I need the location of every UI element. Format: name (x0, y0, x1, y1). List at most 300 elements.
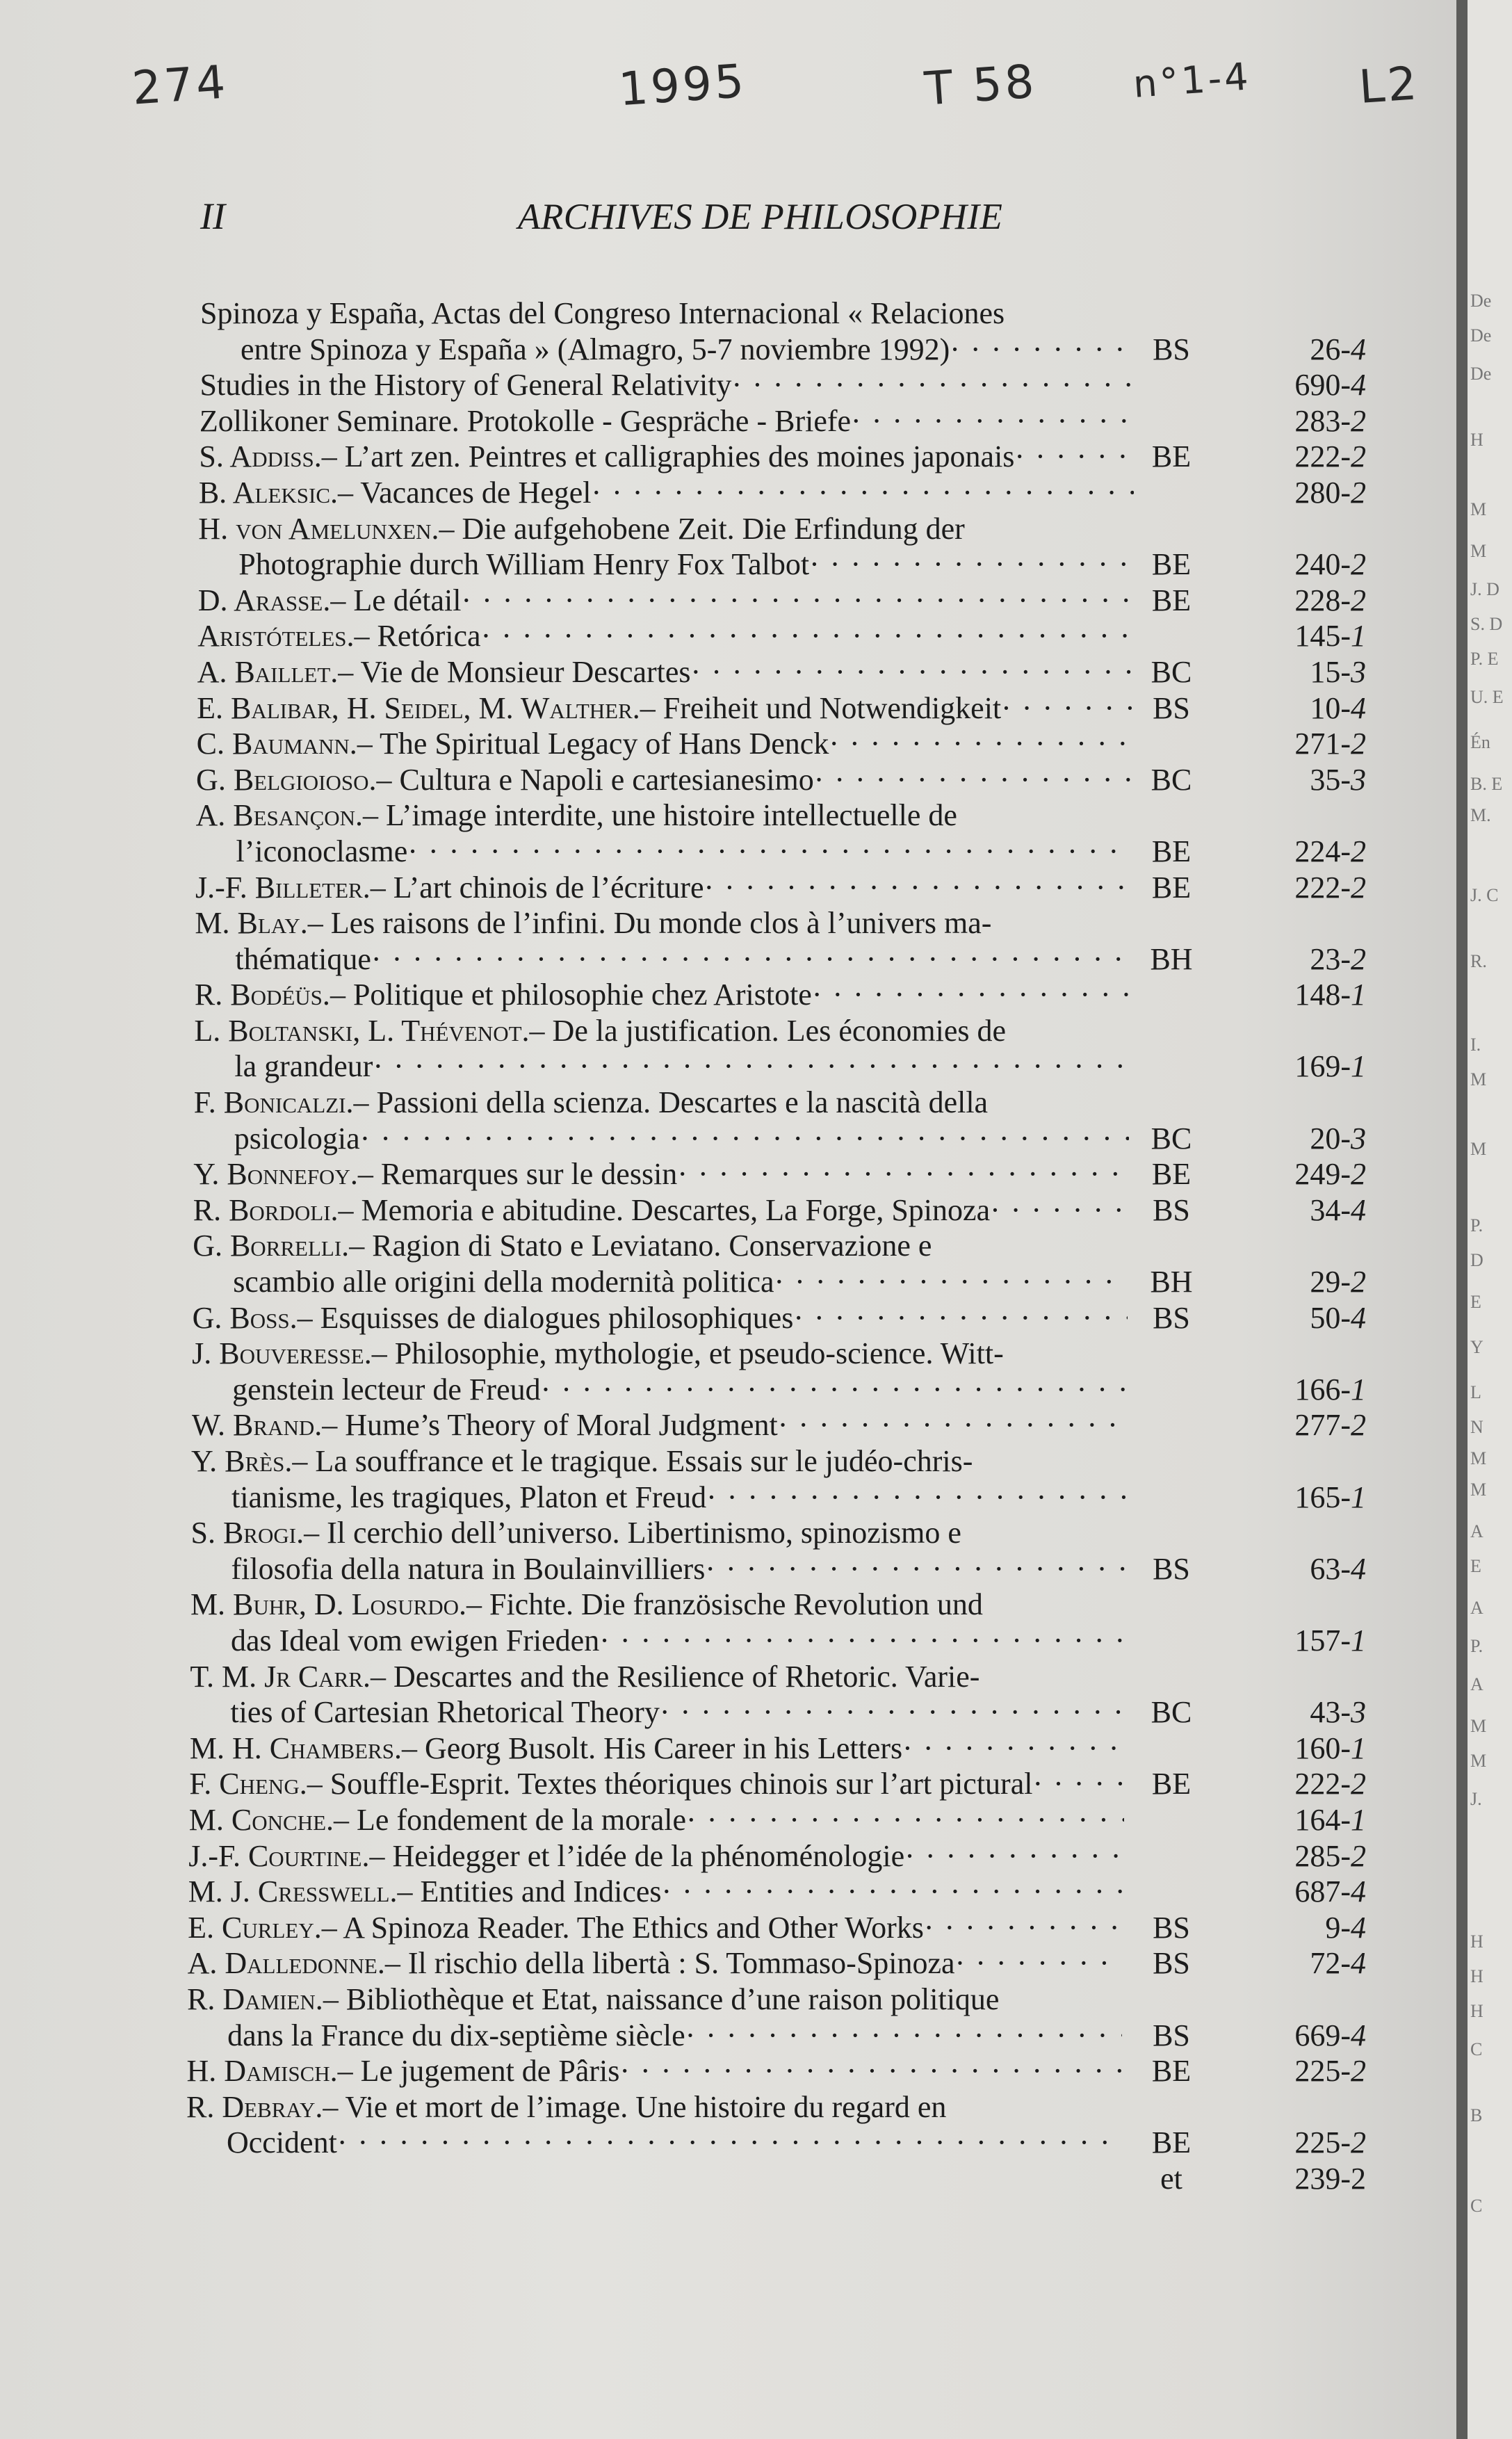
entry-author: Aristóteles. (197, 619, 355, 654)
index-entry (0, 1587, 1456, 1658)
issue-number: 2 (1351, 1767, 1366, 1801)
facing-page-fragment: I. (1470, 1035, 1481, 1055)
entry-author: G. Belgioioso. (196, 762, 377, 797)
issue-number: 4 (1351, 1910, 1366, 1945)
issue-number: 4 (1351, 1551, 1366, 1586)
facing-page-fragment: H (1470, 1931, 1483, 1952)
page-reference: 63-4 (1310, 1551, 1366, 1586)
leader-dots (1032, 1766, 1124, 1802)
entry-author: S. Brogi. (190, 1516, 304, 1550)
entry-line (0, 1659, 1456, 1695)
issue-number: 2 (1351, 1157, 1366, 1192)
entry-title-text: – Souffle-Esprit. Textes théoriques chinois sur l’art pictural (307, 1767, 1033, 1801)
bulletin-code: BE (1151, 834, 1192, 868)
entry-line (0, 726, 1456, 762)
page-number: 160 (1294, 1731, 1341, 1765)
page-number: 15 (1310, 654, 1341, 689)
entry-author: M. Blay. (195, 906, 308, 941)
issue-number: 4 (1351, 1946, 1366, 1981)
facing-page-fragment: E (1470, 1556, 1481, 1576)
handwritten-shelf-mark: T 58 (922, 54, 1039, 116)
entry-author: J. Bouveresse. (192, 1336, 372, 1371)
leader-dots (337, 2125, 1121, 2161)
entry-title-text: – Vacances de Hegel (338, 475, 592, 510)
entry-line (0, 1982, 1456, 2018)
page-number: 224 (1294, 834, 1341, 868)
page-reference: 690-4 (1294, 368, 1366, 403)
issue-number: 1 (1351, 1049, 1366, 1084)
entry-title-text: filosofia della natura in Boulainvilliers (231, 1551, 706, 1586)
page-number: 228 (1294, 583, 1341, 617)
entry-line (0, 1766, 1456, 1802)
entry-title-text: – The Spiritual Legacy of Hans Denck (357, 727, 829, 761)
page-reference: 43-3 (1310, 1695, 1366, 1730)
page-reference: 249-2 (1294, 1157, 1366, 1192)
issue-number: 1 (1351, 619, 1366, 654)
page-number: 43 (1310, 1695, 1341, 1730)
entry-title-text: – L’image interdite, une histoire intellectuelle de (363, 798, 957, 833)
leader-dots (407, 834, 1130, 870)
page-reference: 20-3 (1310, 1121, 1366, 1156)
page-number: 225 (1294, 2054, 1341, 2089)
issue-number: 2 (1351, 403, 1366, 438)
entry-line (0, 1121, 1456, 1157)
entry-title-text: – L’art zen. Peintres et calligraphies des moines japonais (321, 439, 1015, 474)
entry-author: M. J. Cresswell. (188, 1874, 398, 1909)
entry-line (0, 654, 1456, 690)
entry-title-text: – L’art chinois de l’écriture (370, 870, 704, 905)
page-reference: 228-2 (1294, 583, 1366, 617)
entry-title-text: – De la justification. Les économies de (529, 1013, 1007, 1048)
bulletin-code: et (1160, 2161, 1182, 2196)
facing-page-fragment: De (1470, 325, 1492, 346)
entry-author: G. Borrelli. (193, 1229, 350, 1263)
index-entry (0, 1766, 1456, 1802)
entry-line (0, 1731, 1456, 1767)
entry-line (0, 762, 1456, 798)
issue-number: 3 (1351, 762, 1366, 797)
entry-title-text: – Philosophie, mythologie, et pseudo-science. Witt- (371, 1336, 1004, 1371)
page-number: 285 (1294, 1838, 1341, 1873)
page-number: 669 (1294, 2018, 1341, 2052)
entry-line (0, 2161, 1456, 2197)
facing-page-fragment: M (1470, 499, 1487, 519)
issue-number: 2 (1351, 1838, 1366, 1873)
index-entry (0, 1515, 1456, 1587)
page-reference: 271-2 (1294, 727, 1366, 761)
bulletin-code: BE (1151, 870, 1192, 905)
issue-number: 2 (1351, 1408, 1366, 1443)
page-reference: 9-4 (1325, 1910, 1366, 1945)
entry-title-text: – Esquisses de dialogues philosophiques (297, 1300, 794, 1335)
page-reference: 165-1 (1294, 1480, 1366, 1514)
entry-title-text: – Memoria e abitudine. Descartes, La Forge, Spinoza (338, 1192, 991, 1227)
issue-number: 1 (1351, 1372, 1366, 1407)
handwritten-issues: n°1-4 (1132, 54, 1253, 106)
bulletin-code: BS (1153, 1910, 1190, 1945)
entry-title-text: ties of Cartesian Rhetorical Theory (230, 1695, 660, 1730)
facing-page-fragment: J. C (1470, 885, 1499, 905)
page-reference: 669-4 (1294, 2018, 1366, 2052)
index-entry (0, 1945, 1456, 1982)
facing-page-fragment: R. (1470, 951, 1487, 971)
index-entry (0, 797, 1456, 869)
issue-number: 4 (1351, 2018, 1366, 2052)
entry-line (0, 511, 1456, 547)
page-reference: 687-4 (1294, 1874, 1366, 1909)
page-number: 169 (1294, 1049, 1341, 1084)
index-entry (0, 511, 1456, 583)
leader-dots (481, 618, 1133, 654)
page-reference: 222-2 (1294, 439, 1366, 474)
index-entry (0, 1659, 1456, 1731)
leader-dots (462, 583, 1133, 619)
issue-number: 2 (1351, 583, 1366, 617)
entry-line (0, 1551, 1456, 1587)
leader-dots (686, 1802, 1124, 1838)
entry-line (0, 1048, 1456, 1085)
entry-line (0, 1802, 1456, 1838)
index-entry (0, 690, 1456, 727)
index-entry (0, 403, 1456, 439)
leader-dots (904, 1838, 1123, 1874)
facing-page-fragment: U. E (1470, 687, 1504, 707)
leader-dots (592, 475, 1134, 511)
page-number: 157 (1294, 1623, 1341, 1658)
handwritten-location: L2 (1357, 56, 1422, 114)
leader-dots (704, 870, 1130, 906)
page-number: 690 (1294, 368, 1341, 403)
entry-line (0, 403, 1456, 439)
bulletin-code: BC (1151, 654, 1192, 689)
entry-title-text: – Descartes and the Resilience of Rhetoric. Varie- (371, 1659, 980, 1694)
page-reference: 145-1 (1294, 619, 1366, 654)
entry-title-text: la grandeur (234, 1049, 373, 1084)
leader-dots (705, 1551, 1125, 1587)
bulletin-code: BS (1153, 332, 1190, 366)
entry-line (0, 1372, 1456, 1408)
issue-number: 2 (1351, 870, 1366, 905)
entry-author: H. von Amelunxen. (198, 511, 439, 546)
entry-author: R. Damien. (187, 1982, 323, 2016)
entry-author: R. Debray. (186, 2089, 323, 2124)
entry-line (0, 1945, 1456, 1982)
entry-title-text: Zollikoner Seminare. Protokolle - Gespräche - Briefe (199, 403, 852, 438)
facing-page-fragment: S. D (1470, 614, 1503, 634)
index-entry (0, 1731, 1456, 1767)
facing-page-fragment: J. D (1470, 579, 1499, 599)
issue-number: 1 (1351, 1731, 1366, 1765)
page-number: 145 (1294, 619, 1341, 654)
facing-page-fragment: A (1470, 1674, 1483, 1694)
entry-title-text: – Politique et philosophie chez Aristote (330, 978, 812, 1012)
issue-number: 2 (1351, 547, 1366, 582)
index-entry (0, 439, 1456, 475)
index-entry (0, 2089, 1456, 2197)
issue-number: 1 (1351, 1480, 1366, 1514)
leader-dots (812, 977, 1130, 1013)
page-reference: 160-1 (1294, 1731, 1366, 1765)
issue-number: 1 (1351, 1802, 1366, 1837)
page-reference: 34-4 (1310, 1192, 1366, 1227)
page-number: 225 (1294, 2125, 1341, 2160)
facing-page-fragment: De (1470, 291, 1492, 311)
entry-line (0, 1838, 1456, 1874)
leader-dots (778, 1407, 1127, 1443)
index-entry (0, 726, 1456, 762)
entry-title-text: genstein lecteur de Freud (232, 1372, 541, 1407)
bulletin-code: BC (1151, 1695, 1192, 1730)
entry-title-text: – Georg Busolt. His Career in his Letters (401, 1731, 903, 1765)
entry-line (0, 1156, 1456, 1192)
index-entry (0, 1982, 1456, 2053)
entry-line (0, 1085, 1456, 1121)
entry-line (0, 1694, 1456, 1731)
entry-author: H. Damisch. (186, 2054, 338, 2089)
entry-line (0, 1336, 1456, 1372)
entry-line (0, 1623, 1456, 1659)
entry-line (0, 1264, 1456, 1300)
entry-title-text: das Ideal vom ewigen Frieden (230, 1623, 600, 1658)
entry-author: T. M. Jr Carr. (190, 1659, 371, 1694)
index-entry (0, 367, 1456, 403)
page-reference: 15-3 (1310, 654, 1366, 689)
entry-author: J.-F. Courtine. (188, 1838, 370, 1873)
page-folio: II (200, 195, 225, 237)
leader-dots (660, 1694, 1125, 1731)
page-reference: 169-1 (1294, 1049, 1366, 1084)
entry-author: A. Dalledonne. (187, 1946, 385, 1981)
entry-title-text: – Freiheit und Notwendigkeit (640, 690, 1002, 725)
page-number: 249 (1294, 1157, 1341, 1192)
entry-title-text: thématique (235, 941, 371, 976)
entry-line (0, 1192, 1456, 1229)
entry-title-text: dans la France du dix-septième siècle (227, 2018, 685, 2052)
leader-dots (990, 1192, 1128, 1229)
issue-number: 4 (1351, 368, 1366, 403)
entry-author: R. Bodéüs. (194, 978, 330, 1012)
bulletin-code: BE (1151, 2125, 1192, 2160)
page-number: 26 (1310, 332, 1341, 366)
entry-line (0, 1013, 1456, 1049)
leader-dots (902, 1731, 1125, 1767)
entry-title-text: – Ragion di Stato e Leviatano. Conservazione e (349, 1229, 932, 1263)
handwritten-number: 274 (130, 55, 230, 115)
page-number: 222 (1294, 439, 1341, 474)
entry-line (0, 367, 1456, 403)
entry-author: J.-F. Billeter. (195, 870, 371, 905)
entry-line (0, 439, 1456, 475)
facing-page-fragment: A (1470, 1521, 1483, 1541)
entry-line (0, 618, 1456, 654)
index-entry (0, 1336, 1456, 1407)
issue-number: 3 (1351, 654, 1366, 689)
facing-page-fragment: P. (1470, 1215, 1483, 1235)
leader-dots (1001, 690, 1132, 727)
entry-line (0, 1228, 1456, 1264)
entry-line (0, 546, 1456, 583)
facing-page-fragment: L (1470, 1382, 1481, 1402)
entry-title-text: l’iconoclasme (236, 834, 408, 868)
issue-number: 4 (1351, 332, 1366, 366)
page-number: 165 (1294, 1480, 1341, 1514)
facing-page-fragment: M (1470, 1716, 1487, 1736)
issue-number: 3 (1351, 1695, 1366, 1730)
index-entry (0, 762, 1456, 798)
entry-line (0, 870, 1456, 906)
page-number: 29 (1310, 1265, 1341, 1299)
leader-dots (360, 1121, 1129, 1157)
entry-title-text: – Heidegger et l’idée de la phénoménologie (369, 1838, 905, 1873)
index-entry (0, 1910, 1456, 1946)
page-reference: 157-1 (1294, 1623, 1366, 1658)
page-reference: 224-2 (1294, 834, 1366, 868)
facing-page-fragment: N (1470, 1417, 1483, 1437)
page-number: 164 (1294, 1802, 1341, 1837)
facing-page-fragment: M (1470, 1069, 1487, 1089)
index-entry (0, 618, 1456, 654)
page-number: 687 (1294, 1874, 1341, 1909)
leader-dots (373, 1048, 1129, 1085)
index-entry (0, 1802, 1456, 1838)
entry-author: M. Buhr, D. Losurdo. (190, 1587, 466, 1622)
book-spine (1456, 0, 1468, 2439)
bulletin-code: BS (1153, 1551, 1190, 1586)
entry-line (0, 977, 1456, 1013)
page-reference: 222-2 (1294, 870, 1366, 905)
page-reference: 23-2 (1310, 941, 1366, 976)
index-entry (0, 2053, 1456, 2089)
entry-line (0, 295, 1456, 332)
page-number: 277 (1294, 1408, 1341, 1443)
page-reference: 285-2 (1294, 1838, 1366, 1873)
page-reference: 26-4 (1310, 332, 1366, 366)
page-number: 240 (1294, 547, 1341, 582)
entry-line (0, 332, 1456, 368)
leader-dots (814, 762, 1131, 798)
entry-line (0, 2125, 1456, 2161)
index-entry (0, 583, 1456, 619)
issue-number: 4 (1351, 690, 1366, 725)
entry-title-text: – Fichte. Die französische Revolution und (466, 1587, 983, 1622)
page-number: 148 (1294, 978, 1341, 1012)
entry-author: Y. Bonnefoy. (193, 1157, 358, 1192)
leader-dots (851, 403, 1135, 439)
page-reference: 239-2 (1294, 2161, 1366, 2196)
facing-page-fragment: M. (1470, 805, 1491, 825)
leader-dots (691, 654, 1132, 690)
index-entry (0, 977, 1456, 1013)
entry-author: A. Baillet. (197, 654, 339, 689)
entry-line (0, 797, 1456, 834)
page-reference: 283-2 (1294, 403, 1366, 438)
bulletin-code: BE (1151, 1767, 1192, 1801)
bulletin-code: BS (1153, 1192, 1190, 1227)
facing-page-fragment: P. E (1470, 649, 1499, 669)
entry-line (0, 1587, 1456, 1623)
issue-number: 2 (1351, 941, 1366, 976)
entry-title-text: Studies in the History of General Relativity (200, 368, 732, 403)
facing-page-fragment: M (1470, 1139, 1487, 1159)
issue-number: 2 (1351, 439, 1366, 474)
entry-title-text: – Vie et mort de l’image. Une histoire du regard en (323, 2089, 947, 2124)
index-entry-list (0, 295, 1456, 2196)
index-entry (0, 905, 1456, 977)
issue-number: 2 (1351, 1265, 1366, 1299)
issue-number: 2 (1351, 2125, 1366, 2160)
facing-page-fragment: M (1470, 1751, 1487, 1771)
bulletin-code: BC (1151, 762, 1192, 797)
index-entry (0, 1874, 1456, 1910)
entry-author: M. H. Chambers. (189, 1731, 402, 1765)
page-reference: 10-4 (1310, 690, 1366, 725)
issue-number: 1 (1351, 1623, 1366, 1658)
issue-number: 4 (1351, 1192, 1366, 1227)
entry-author: L. Boltanski, L. Thévenot. (194, 1013, 530, 1048)
entry-title-text: – Remarques sur le dessin (357, 1157, 678, 1192)
index-entry (0, 1407, 1456, 1443)
page-number: 283 (1294, 403, 1341, 438)
entry-title-text: Spinoza y España, Actas del Congreso Internacional « Relaciones (200, 296, 1005, 330)
entry-line (0, 475, 1456, 511)
facing-page-fragment: H (1470, 1966, 1483, 1986)
entry-title-text: tianisme, les tragiques, Platon et Freud (231, 1480, 707, 1514)
index-entry (0, 1085, 1456, 1156)
entry-author: F. Cheng. (189, 1767, 307, 1801)
page-reference: 280-2 (1294, 475, 1366, 510)
entry-line (0, 2018, 1456, 2054)
page-reference: 225-2 (1294, 2125, 1366, 2160)
page-number: 9 (1325, 1910, 1341, 1945)
entry-title-text: – Les raisons de l’infini. Du monde clos à l’univers ma- (307, 906, 992, 941)
facing-page-fragment: Y (1470, 1337, 1483, 1357)
page-number: 35 (1310, 762, 1341, 797)
index-entry (0, 870, 1456, 906)
entry-title-text: – Le jugement de Pâris (337, 2054, 620, 2089)
issue-number: 3 (1351, 1121, 1366, 1156)
page-number: 239 (1294, 2161, 1341, 2196)
entry-title-text: – A Spinoza Reader. The Ethics and Other Works (321, 1910, 924, 1945)
issue-number: 4 (1351, 1874, 1366, 1909)
page-reference: 29-2 (1310, 1265, 1366, 1299)
leader-dots (661, 1874, 1123, 1910)
page-number: 222 (1294, 870, 1341, 905)
entry-title-text: Photographie durch William Henry Fox Talbot (238, 547, 810, 582)
bulletin-code: BS (1153, 2018, 1190, 2052)
entry-author: F. Bonicalzi. (193, 1085, 354, 1120)
bulletin-code: BE (1151, 583, 1192, 617)
facing-page-fragment: M (1470, 541, 1487, 561)
index-entry (0, 1228, 1456, 1299)
page-number: 10 (1310, 690, 1341, 725)
entry-title-text: – Le fondement de la morale (334, 1802, 687, 1837)
entry-author: A. Besançon. (195, 798, 364, 833)
entry-title-text: – Hume’s Theory of Moral Judgment (322, 1408, 778, 1443)
facing-page-fragment: De (1470, 364, 1492, 384)
index-entry (0, 654, 1456, 690)
entry-title-text: – Il cerchio dell’universo. Libertinismo, spinozismo e (304, 1516, 961, 1550)
page-reference: 240-2 (1294, 547, 1366, 582)
entry-line (0, 834, 1456, 870)
entry-line (0, 905, 1456, 941)
page-number: 23 (1310, 941, 1341, 976)
page-reference: 50-4 (1310, 1300, 1366, 1335)
leader-dots (955, 1945, 1123, 1982)
leader-dots (541, 1372, 1127, 1408)
entry-title-text: – Entities and Indices (397, 1874, 662, 1909)
facing-page-fragment: P. (1470, 1636, 1483, 1656)
index-entry (0, 1192, 1456, 1229)
